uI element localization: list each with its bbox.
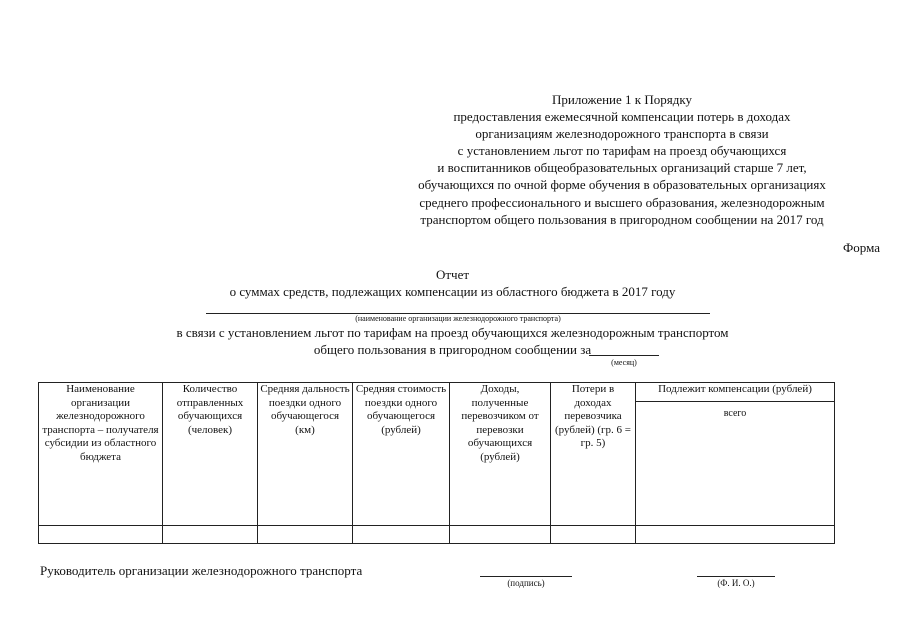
form-label: Форма — [843, 240, 880, 255]
appendix-line: организациям железнодорожного транспорта в связи — [475, 126, 769, 142]
appendix-line: и воспитанников общеобразовательных организаций старше 7 лет, — [437, 160, 807, 176]
signature-caption: (подпись) — [507, 578, 545, 588]
header-losses: Потери в доходах перевозчика (рублей) (гр. 6 = гр. 5) — [551, 383, 636, 526]
table-cell[interactable] — [636, 526, 835, 544]
name-caption: (Ф. И. О.) — [717, 578, 755, 588]
appendix-line: среднего профессионального и высшего образования, железнодорожным — [419, 194, 825, 210]
report-line-3: в связи с установлением льгот по тарифам на проезд обучающихся железнодорожным транспортом — [176, 325, 729, 340]
header-org-name: Наименование организации железнодорожного транспорта – получателя субсидии из областного бюджета — [39, 383, 163, 526]
table-cell[interactable] — [163, 526, 258, 544]
appendix-line: с установлением льгот по тарифам на проезд обучающихся — [457, 143, 787, 159]
header-compensation-label: Подлежит компенсации (рублей) — [658, 383, 812, 395]
table-cell[interactable] — [258, 526, 353, 544]
report-title: Отчет — [435, 267, 470, 282]
org-name-caption: (наименование организации железнодорожного транспорта) — [355, 314, 561, 323]
report-line-4: общего пользования в пригородном сообщении за — [313, 342, 592, 357]
appendix-line: обучающихся по очной форме обучения в образовательных организациях — [418, 177, 826, 193]
header-students-count: Количество отправленных обучающихся (человек) — [163, 383, 258, 526]
name-line[interactable] — [697, 576, 775, 577]
signature-line[interactable] — [480, 576, 572, 577]
report-subtitle: о суммах средств, подлежащих компенсации из областного бюджета в 2017 году — [229, 284, 676, 299]
table-cell[interactable] — [551, 526, 636, 544]
header-compensation — [636, 383, 835, 526]
appendix-line: транспортом общего пользования в пригородном сообщении на 2017 год — [420, 211, 824, 227]
report-table — [38, 382, 835, 544]
header-total: всего — [636, 401, 834, 421]
header-avg-distance: Средняя дальность поездки одного обучающегося (км) — [258, 383, 353, 526]
month-line[interactable] — [589, 355, 659, 356]
month-caption: (месяц) — [611, 358, 637, 367]
table-cell[interactable] — [353, 526, 450, 544]
appendix-block — [372, 91, 872, 228]
table-header-row — [39, 383, 835, 526]
header-avg-cost: Средняя стоимость поездки одного обучающегося (рублей) — [353, 383, 450, 526]
table-cell[interactable] — [39, 526, 163, 544]
signature-label: Руководитель организации железнодорожного транспорта — [40, 563, 363, 578]
appendix-line: Приложение 1 к Порядку — [552, 92, 692, 107]
appendix-line: предоставления ежемесячной компенсации потерь в доходах — [453, 109, 791, 125]
table-row — [39, 526, 835, 544]
header-income: Доходы, полученные перевозчиком от перевозки обучающихся (рублей) — [450, 383, 551, 526]
table-cell[interactable] — [450, 526, 551, 544]
